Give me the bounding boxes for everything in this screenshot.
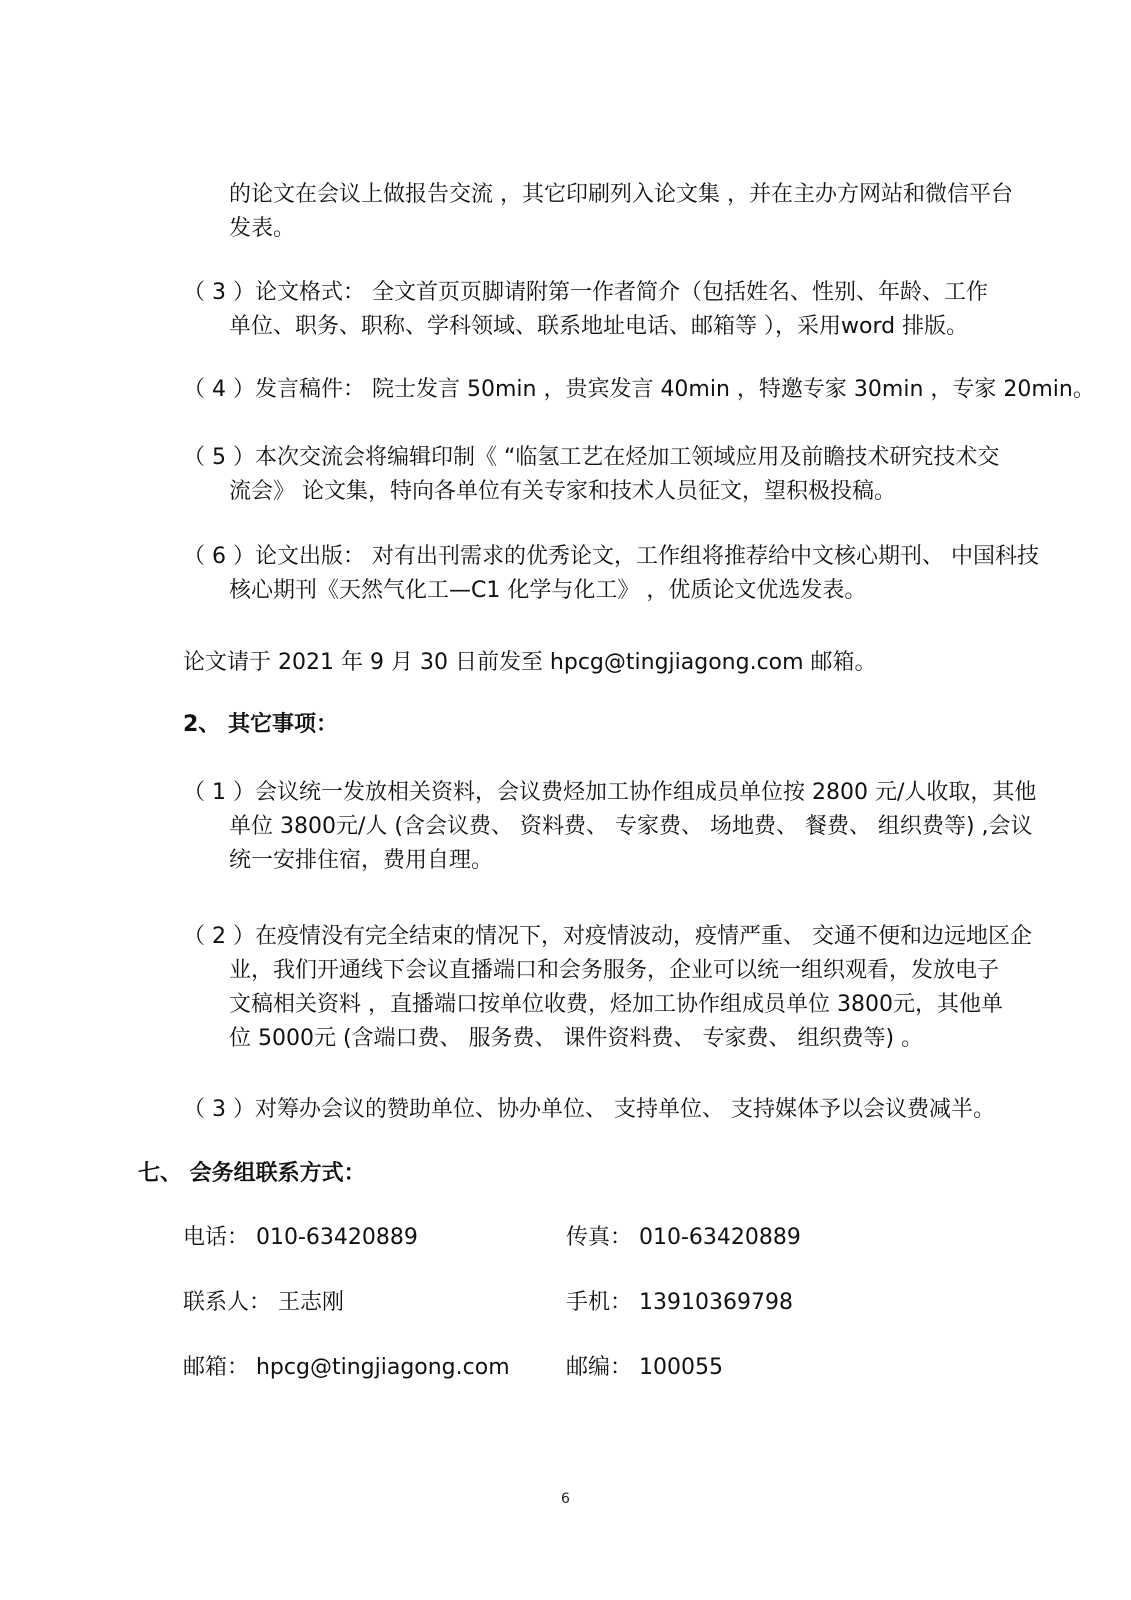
text-line: 核心期刊《天然气化工—C1 化学与化工》 ，优质论文优选发表。	[229, 578, 867, 603]
text-line: 发表。	[229, 216, 296, 241]
text-line: （ 3 ）论文格式： 全文首页页脚请附第一作者简介（包括姓名、性别、年龄、工作	[183, 280, 988, 305]
other-item-online	[183, 920, 1032, 1056]
paper-item-speech	[183, 373, 1095, 407]
text-line: 文稿相关资料 ，直播端口按单位收费，烃加工协作组成员单位 3800元，其他单	[229, 992, 1003, 1017]
paper-continuation	[229, 178, 1013, 246]
paper-deadline	[183, 646, 877, 680]
contact-email: 邮箱： hpcg@tingjiagong.com	[183, 1355, 510, 1380]
text-line: 论文请于 2021 年 9 月 30 日前发至 hpcg@tingjiagong.com 邮箱。	[183, 650, 877, 675]
text-line: 统一安排住宿，费用自理。	[229, 848, 494, 873]
paper-item-publication	[183, 540, 1039, 608]
text-line: 位 5000元 (含端口费、 服务费、 课件资料费、 专家费、 组织费等) 。	[229, 1026, 924, 1051]
text-line: 流会》 论文集，特向各单位有关专家和技术人员征文，望积极投稿。	[229, 479, 896, 504]
text-line: （ 3 ）对筹办会议的赞助单位、协办单位、 支持单位、 支持媒体予以会议费减半。	[183, 1097, 995, 1122]
text-line: 业，我们开通线下会议直播端口和会务服务，企业可以统一组织观看，发放电子	[229, 958, 1000, 983]
text-line: 单位、职务、职称、学科领域、联系地址电话、邮箱等 ），采用word 排版。	[229, 314, 969, 339]
text-line: 单位 3800元/人 (含会议费、 资料费、 专家费、 场地费、 餐费、 组织费等) ,会议	[229, 814, 1033, 839]
text-line: （ 1 ）会议统一发放相关资料，会议费烃加工协作组成员单位按 2800 元/人收取，其他	[183, 780, 1037, 805]
contact-heading: 七、 会务组联系方式：	[138, 1161, 366, 1186]
text-line: （ 5 ）本次交流会将编辑印制《 “临氢工艺在烃加工领域应用及前瞻技术研究技术交	[183, 445, 1000, 470]
contact-postcode: 邮编： 100055	[566, 1355, 723, 1380]
text-line: 的论文在会议上做报告交流 ，其它印刷列入论文集 ，并在主办方网站和微信平台	[229, 182, 1013, 207]
paper-item-collection	[183, 441, 999, 509]
contact-fax: 传真： 010-63420889	[566, 1225, 801, 1250]
text-line: （ 6 ）论文出版： 对有出刊需求的优秀论文，工作组将推荐给中文核心期刊、 中国科技	[183, 544, 1039, 569]
text-line: （ 2 ）在疫情没有完全结束的情况下，对疫情波动，疫情严重、 交通不便和边远地区企	[183, 924, 1032, 949]
contact-person: 联系人： 王志刚	[183, 1290, 344, 1315]
other-item-discount	[183, 1093, 995, 1127]
contact-phone: 电话： 010-63420889	[183, 1225, 418, 1250]
text-line: （ 4 ）发言稿件： 院士发言 50min ，贵宾发言 40min ，特邀专家 30min ，专家 20min。	[183, 377, 1095, 402]
paper-item-format	[183, 276, 988, 344]
other-item-fees	[183, 776, 1036, 878]
page-number: 6	[561, 1491, 570, 1507]
other-matters-heading: 2、 其它事项：	[183, 712, 338, 737]
contact-mobile: 手机： 13910369798	[566, 1290, 793, 1315]
